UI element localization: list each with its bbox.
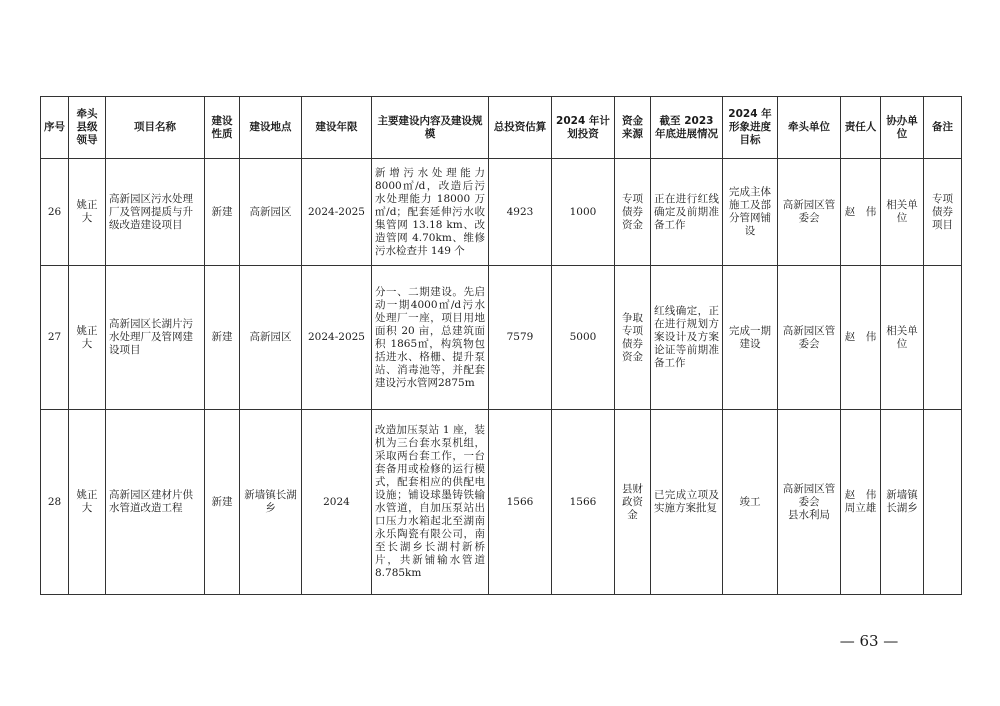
note-cell: 专项债券项目: [924, 159, 962, 266]
nature-cell: 新建: [205, 410, 240, 595]
header-cell: 资金来源: [615, 97, 651, 159]
header-cell: 主要建设内容及建设规模: [372, 97, 489, 159]
header-cell: 责任人: [841, 97, 881, 159]
header-cell: 2024 年计划投资: [552, 97, 615, 159]
target-cell: 完成主体施工及部分管网铺设: [723, 159, 778, 266]
period-cell: 2024-2025: [302, 266, 372, 410]
plan-investment-cell: 5000: [552, 266, 615, 410]
fund-source-cell: 争取专项债券资金: [615, 266, 651, 410]
assist-unit-cell: 相关单位: [881, 266, 924, 410]
fund-source-cell: 县财政资金: [615, 410, 651, 595]
target-cell: 完成一期建设: [723, 266, 778, 410]
period-cell: 2024-2025: [302, 159, 372, 266]
project-name-cell: 高新园区污水处理厂及管网提质与升级改造建设项目: [106, 159, 205, 266]
total-investment-cell: 1566: [489, 410, 552, 595]
total-investment-cell: 4923: [489, 159, 552, 266]
person-cell: 赵 伟: [841, 266, 881, 410]
row-number: 26: [41, 159, 69, 266]
location-cell: 新墙镇长湖乡: [240, 410, 302, 595]
progress-cell: 红线确定，正在进行规划方案设计及方案论证等前期准备工作: [651, 266, 723, 410]
header-row: [41, 97, 962, 159]
header-cell: 2024 年形象进度目标: [723, 97, 778, 159]
total-investment-cell: 7579: [489, 266, 552, 410]
header-cell: 建设性质: [205, 97, 240, 159]
plan-investment-cell: 1566: [552, 410, 615, 595]
assist-unit-cell: 新墙镇长湖乡: [881, 410, 924, 595]
progress-cell: 正在进行红线确定及前期准备工作: [651, 159, 723, 266]
project-name-cell: 高新园区建材片供水管道改造工程: [106, 410, 205, 595]
assist-unit-cell: 相关单位: [881, 159, 924, 266]
lead-unit-cell: 高新园区管委会: [778, 266, 841, 410]
header-cell: 牵头县级领导: [69, 97, 106, 159]
row-number: 27: [41, 266, 69, 410]
project-table: [40, 96, 962, 595]
lead-unit-cell: 高新园区管委会 县水利局: [778, 410, 841, 595]
location-cell: 高新园区: [240, 266, 302, 410]
header-cell: 备注: [924, 97, 962, 159]
header-cell: 截至 2023 年底进展情况: [651, 97, 723, 159]
content-cell: 新增污水处理能力8000㎥/d，改造后污水处理能力 18000 万㎥/d；配套延伸污水收集管网 13.18 km、改造管网 4.70km、维修污水检查井 149 个: [372, 159, 489, 266]
progress-cell: 已完成立项及实施方案批复: [651, 410, 723, 595]
nature-cell: 新建: [205, 266, 240, 410]
header-cell: 协办单位: [881, 97, 924, 159]
target-cell: 竣工: [723, 410, 778, 595]
page-number: — 63 —: [839, 632, 899, 650]
header-cell: 建设年限: [302, 97, 372, 159]
table-row: [41, 410, 962, 595]
note-cell: [924, 410, 962, 595]
person-cell: 赵 伟: [841, 159, 881, 266]
plan-investment-cell: 1000: [552, 159, 615, 266]
leader-cell: 姚正大: [69, 410, 106, 595]
period-cell: 2024: [302, 410, 372, 595]
header-cell: 序号: [41, 97, 69, 159]
location-cell: 高新园区: [240, 159, 302, 266]
lead-unit-cell: 高新园区管委会: [778, 159, 841, 266]
header-cell: 建设地点: [240, 97, 302, 159]
table-row: [41, 266, 962, 410]
row-number: 28: [41, 410, 69, 595]
content-cell: 改造加压泵站 1 座，装机为三台套水泵机组，采取两台套工作，一台套备用或检修的运行模式，配套相应的供配电设施；铺设球墨铸铁输水管道，自加压泵站出口压力水箱起北至湖南永乐陶瓷有限公司，南至长湖乡长湖村新桥片，共新铺输水管道8.785km: [372, 410, 489, 595]
fund-source-cell: 专项债券资金: [615, 159, 651, 266]
leader-cell: 姚正大: [69, 266, 106, 410]
note-cell: [924, 266, 962, 410]
project-name-cell: 高新园区长湖片污水处理厂及管网建设项目: [106, 266, 205, 410]
project-table-container: [40, 96, 961, 595]
header-cell: 牵头单位: [778, 97, 841, 159]
header-cell: 项目名称: [106, 97, 205, 159]
header-cell: 总投资估算: [489, 97, 552, 159]
content-cell: 分一、二期建设。先启动一期4000㎥/d污水处理厂一座，项目用地面积 20 亩，总建筑面积 1865㎡，构筑物包括进水、格栅、提升泵站、消毒池等，并配套建设污水管网2875m: [372, 266, 489, 410]
nature-cell: 新建: [205, 159, 240, 266]
table-row: [41, 159, 962, 266]
leader-cell: 姚正大: [69, 159, 106, 266]
person-cell: 赵 伟 周立雄: [841, 410, 881, 595]
